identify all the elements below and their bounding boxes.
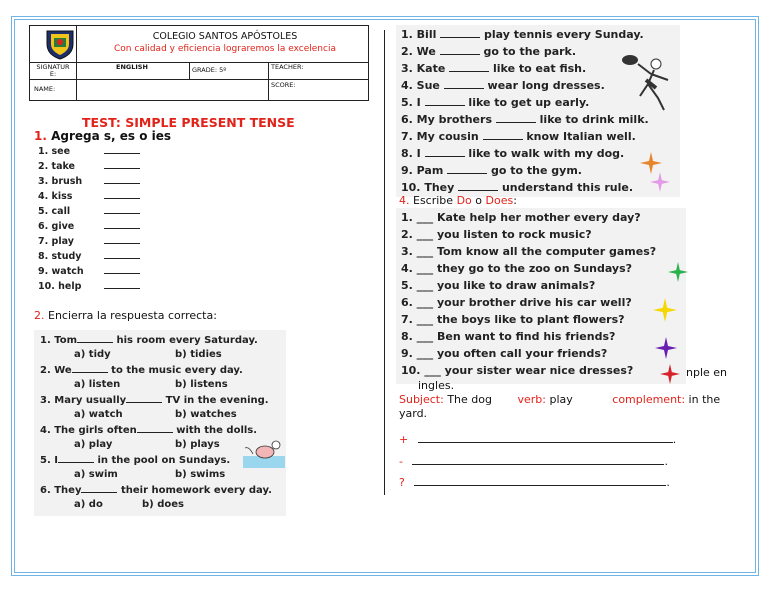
section1-item-word: 10. help xyxy=(38,281,82,292)
question-text: to the music every day. xyxy=(107,365,243,376)
section1-item xyxy=(38,205,140,217)
sentence-start: 8. I xyxy=(401,147,425,160)
signature-label: SIGNATUR E: xyxy=(36,63,70,78)
section4-line: 9. ___ you often call your friends? xyxy=(401,347,608,360)
answer-blank[interactable] xyxy=(58,454,94,463)
question-text: 4. The girls often xyxy=(40,425,137,436)
red-star-icon xyxy=(660,364,680,388)
option-b[interactable]: b) swims xyxy=(175,469,226,480)
sentence-end: like to get up early. xyxy=(464,96,590,109)
swimmer-icon xyxy=(243,436,285,474)
teacher-label: TEACHER: xyxy=(271,63,304,71)
question-text: with the dolls. xyxy=(172,425,258,436)
section2-question xyxy=(40,454,230,466)
option-a[interactable]: a) swim xyxy=(74,469,118,480)
section4-line: 5. ___ you like to draw animals? xyxy=(401,279,596,292)
answer-blank[interactable] xyxy=(72,364,108,373)
question-text: 5. I xyxy=(40,455,58,466)
sentence-end: like to walk with my dog. xyxy=(464,147,625,160)
section3-line xyxy=(401,181,633,194)
section4-line: 2. ___ you listen to rock music? xyxy=(401,228,592,241)
answer-blank[interactable] xyxy=(104,250,140,259)
option-b[interactable]: b) watches xyxy=(175,409,237,420)
answer-blank[interactable] xyxy=(104,280,140,289)
option-a[interactable]: a) play xyxy=(74,439,113,450)
name-label: NAME: xyxy=(34,85,56,93)
section1-item-word: 5. call xyxy=(38,206,71,217)
section3-line xyxy=(401,62,586,75)
section1-item xyxy=(38,250,140,262)
tennis-player-icon xyxy=(618,50,678,118)
score-label: SCORE: xyxy=(271,81,296,89)
section3-line xyxy=(401,130,636,143)
sentence-end: go to the gym. xyxy=(487,164,582,177)
answer-blank[interactable] xyxy=(425,97,465,106)
section1-item xyxy=(38,265,140,277)
section4-line: 1. ___ Kate help her mother every day? xyxy=(401,211,641,224)
answer-blank[interactable] xyxy=(104,160,140,169)
section1-item xyxy=(38,235,140,247)
question-text: in the pool on Sundays. xyxy=(93,455,231,466)
section1-item xyxy=(38,160,140,172)
negative-answer-line[interactable]: - . xyxy=(399,455,668,468)
section1-item xyxy=(38,175,140,187)
section3-line xyxy=(401,79,605,92)
section4-line: 3. ___ Tom know all the computer games? xyxy=(401,245,657,258)
header-table xyxy=(29,25,369,101)
green-star-icon xyxy=(668,262,688,286)
option-b[interactable]: b) listens xyxy=(175,379,228,390)
section1-item-word: 2. take xyxy=(38,161,75,172)
section3-line xyxy=(401,164,582,177)
section1-item xyxy=(38,190,140,202)
sentence-start: 10. They xyxy=(401,181,459,194)
section2-question xyxy=(40,394,269,406)
sentence-start: 1. Bill xyxy=(401,28,441,41)
sentence-start: 4. Sue xyxy=(401,79,444,92)
sentence-start: 2. We xyxy=(401,45,440,58)
answer-blank[interactable] xyxy=(447,165,487,174)
section3-line xyxy=(401,147,624,160)
answer-blank[interactable] xyxy=(440,29,480,38)
section3-line xyxy=(401,113,649,126)
answer-blank[interactable] xyxy=(104,145,140,154)
question-text: 2. We xyxy=(40,365,72,376)
sentence-end: know Italian well. xyxy=(522,130,636,143)
school-crest-icon xyxy=(44,29,76,60)
section5-tail-text: nple en xyxy=(686,366,728,379)
school-name: COLEGIO SANTOS APÓSTOLES xyxy=(152,31,298,42)
answer-blank[interactable] xyxy=(444,80,484,89)
section4-heading: 4. Escribe Do o Does: xyxy=(399,194,517,207)
question-text: TV in the evening. xyxy=(162,395,269,406)
option-b[interactable]: b) plays xyxy=(175,439,220,450)
option-a[interactable]: a) do xyxy=(74,499,103,510)
section1-heading: 1. Agrega s, es o ies xyxy=(34,129,172,143)
section1-item-word: 6. give xyxy=(38,221,75,232)
answer-blank[interactable] xyxy=(104,220,140,229)
purple-star-icon xyxy=(655,337,677,363)
answer-blank[interactable] xyxy=(458,182,498,191)
sentence-start: 5. I xyxy=(401,96,425,109)
section3-line xyxy=(401,96,589,109)
question-text: his room every Saturday. xyxy=(113,335,258,346)
section4-line: 4. ___ they go to the zoo on Sundays? xyxy=(401,262,633,275)
answer-blank[interactable] xyxy=(126,394,162,403)
sentence-end: like to drink milk. xyxy=(535,113,649,126)
section3-line xyxy=(401,45,576,58)
test-title: TEST: SIMPLE PRESENT TENSE xyxy=(82,115,295,130)
section2-question xyxy=(40,334,258,346)
sentence-end: go to the park. xyxy=(479,45,577,58)
sentence-end: like to eat fish. xyxy=(489,62,587,75)
yellow-star-icon xyxy=(653,298,677,326)
section4-line: 7. ___ the boys like to plant flowers? xyxy=(401,313,625,326)
section1-item xyxy=(38,145,140,157)
section2-question xyxy=(40,424,257,436)
pink-star-icon xyxy=(650,172,670,196)
section1-item-word: 1. see xyxy=(38,146,71,157)
answer-blank[interactable] xyxy=(425,148,465,157)
section1-item-word: 8. study xyxy=(38,251,82,262)
section4-line: 10. ___ your sister wear nice dresses? xyxy=(401,364,634,377)
option-b[interactable]: b) tidies xyxy=(175,349,222,360)
answer-blank[interactable] xyxy=(104,190,140,199)
question-text: 3. Mary usually xyxy=(40,395,127,406)
sentence-start: 3. Kate xyxy=(401,62,450,75)
sentence-start: 7. My cousin xyxy=(401,130,483,143)
section5-tail-text-2: ingles. xyxy=(418,379,455,392)
sentence-end: play tennis every Sunday. xyxy=(480,28,644,41)
section1-item xyxy=(38,280,140,292)
option-a[interactable]: a) listen xyxy=(74,379,121,390)
section3-line xyxy=(401,28,644,41)
answer-blank[interactable] xyxy=(104,205,140,214)
answer-blank[interactable] xyxy=(440,46,480,55)
answer-blank[interactable] xyxy=(483,131,523,140)
sentence-start: 6. My brothers xyxy=(401,113,496,126)
question-text: 1. Tom xyxy=(40,335,78,346)
sentence-start: 9. Pam xyxy=(401,164,448,177)
section1-item xyxy=(38,220,140,232)
section1-item-word: 3. brush xyxy=(38,176,83,187)
example-line-2: yard. xyxy=(399,407,428,420)
sentence-end: understand this rule. xyxy=(498,181,634,194)
section2-heading: 2. Encierra la respuesta correcta: xyxy=(34,309,217,322)
section1-item-word: 7. play xyxy=(38,236,74,247)
answer-blank[interactable] xyxy=(449,63,489,72)
option-a[interactable]: a) tidy xyxy=(74,349,111,360)
answer-blank[interactable] xyxy=(137,424,173,433)
sentence-end: wear long dresses. xyxy=(483,79,605,92)
answer-blank[interactable] xyxy=(104,265,140,274)
answer-blank[interactable] xyxy=(104,175,140,184)
example-line: Subject: The dog verb: play complement: in the xyxy=(399,393,721,406)
option-a[interactable]: a) watch xyxy=(74,409,123,420)
school-motto: Con calidad y eficiencia lograremos la excelencia xyxy=(114,44,336,54)
section1-item-word: 9. watch xyxy=(38,266,84,277)
section4-line: 8. ___ Ben want to find his friends? xyxy=(401,330,616,343)
grade-value: GRADE: 5º xyxy=(192,66,227,74)
section2-question xyxy=(40,364,243,376)
answer-blank[interactable] xyxy=(77,334,113,343)
answer-blank[interactable] xyxy=(104,235,140,244)
answer-blank[interactable] xyxy=(496,114,536,123)
positive-answer-line[interactable]: + . xyxy=(399,433,677,446)
section1-item-word: 4. kiss xyxy=(38,191,73,202)
section2-question xyxy=(40,484,272,496)
column-divider xyxy=(384,30,385,495)
subject-value: ENGLISH xyxy=(116,63,148,71)
section4-line: 6. ___ your brother drive his car well? xyxy=(401,296,632,309)
question-text: 6. They xyxy=(40,485,82,496)
option-b[interactable]: b) does xyxy=(142,499,184,510)
question-answer-line[interactable]: ? . xyxy=(399,476,670,489)
answer-blank[interactable] xyxy=(81,484,117,493)
question-text: their homework every day. xyxy=(117,485,272,496)
